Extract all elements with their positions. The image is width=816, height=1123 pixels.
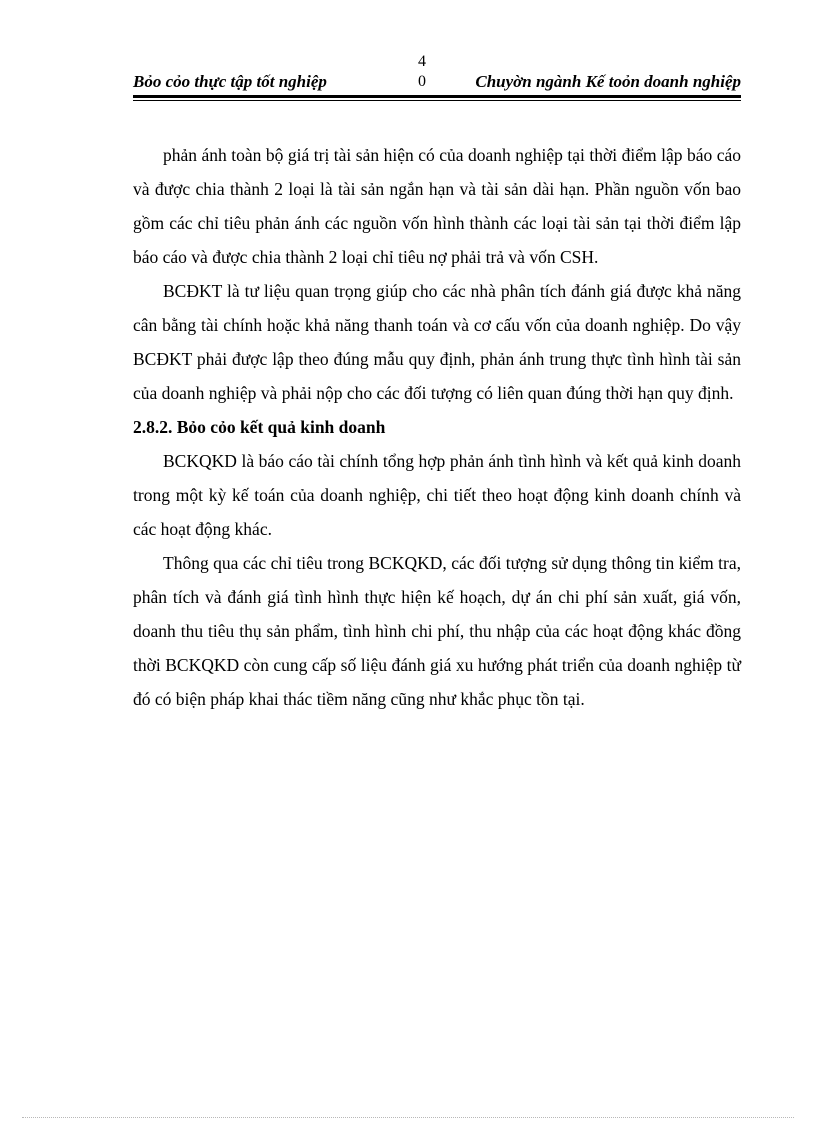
- header-rule-thin: [133, 100, 741, 101]
- paragraph-income-statement-definition: BCKQKD là báo cáo tài chính tổng hợp phản ánh tình hình và kết quả kinh doanh trong một kỳ kế toán của doanh nghiệp, chi tiết theo hoạt động kinh doanh chính và các hoạt động khác.: [133, 451, 741, 539]
- body-content: [133, 138, 741, 716]
- page-number-digit-bottom: 0: [418, 73, 426, 90]
- page-bottom-border: [22, 1117, 794, 1118]
- header-report-title: Bỏo cỏo thực tập tốt nghiệp: [133, 72, 327, 91]
- page-header: [133, 52, 741, 98]
- page-number: [416, 52, 428, 92]
- header-rule-thick: [133, 95, 741, 98]
- paragraph-balance-sheet-role: BCĐKT là tư liệu quan trọng giúp cho các nhà phân tích đánh giá được khả năng cân bằng tài chính hoặc khả năng thanh toán và cơ cấu vốn của doanh nghiệp. Do vậy BCĐKT phải được lập theo đúng mẫu quy định, phản ánh trung thực tình hình tài sản của doanh nghiệp và phải nộp cho các đối tượng có liên quan đúng thời hạn quy định.: [133, 281, 741, 403]
- paragraph-income-statement-usage: Thông qua các chỉ tiêu trong BCKQKD, các đối tượng sử dụng thông tin kiểm tra, phân tích và đánh giá tình hình thực hiện kế hoạch, dự án chi phí sản xuất, giá vốn, doanh thu tiêu thụ sản phẩm, tình hình chi phí, thu nhập của các hoạt động khác đồng thời BCKQKD còn cung cấp số liệu đánh giá xu hướng phát triển của doanh nghiệp từ đó có biện pháp khai thác tiềm năng cũng như khắc phục tồn tại.: [133, 553, 741, 709]
- section-heading: 2.8.2. Bỏo cỏo kết quả kinh doanh: [133, 417, 386, 437]
- header-major-title: Chuyờn ngành Kế toỏn doanh nghiệp: [475, 72, 741, 91]
- page-number-digit-top: 4: [418, 53, 426, 70]
- paragraph-balance-sheet-continued: phản ánh toàn bộ giá trị tài sản hiện có của doanh nghiệp tại thời điểm lập báo cáo và được chia thành 2 loại là tài sản ngắn hạn và tài sản dài hạn. Phần nguồn vốn bao gồm các chỉ tiêu phản ánh các nguồn vốn hình thành các loại tài sản tại thời điểm lập báo cáo và được chia thành 2 loại chỉ tiêu nợ phải trả và vốn CSH.: [133, 145, 741, 267]
